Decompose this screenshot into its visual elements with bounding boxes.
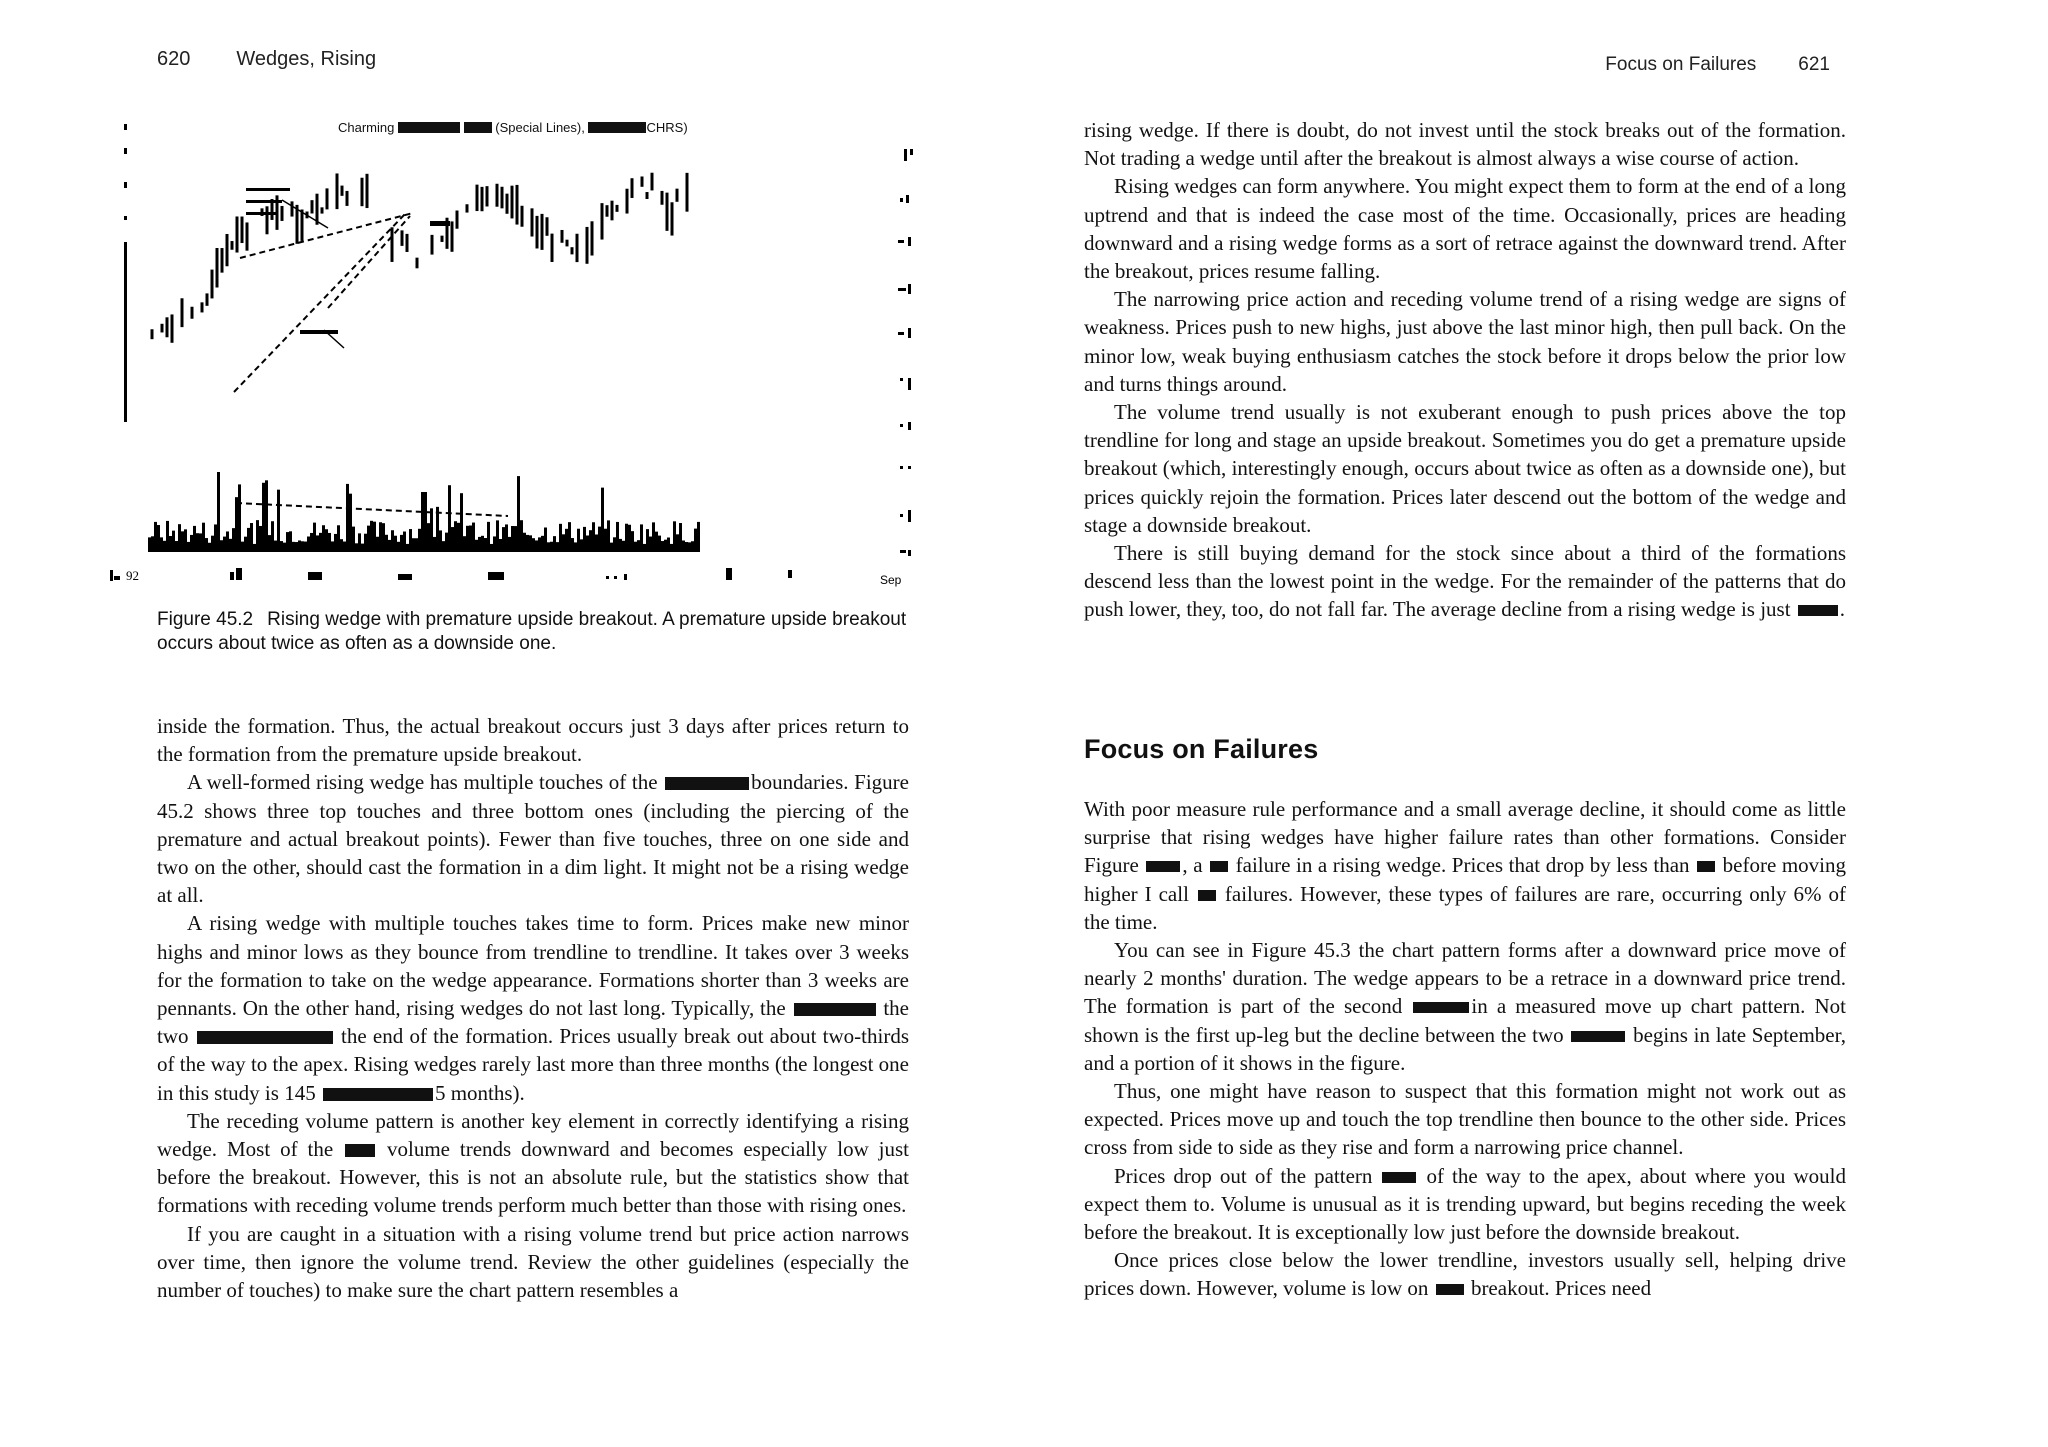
volume-bar [523, 533, 526, 552]
volume-bar [280, 541, 283, 552]
volume-bar [559, 524, 562, 552]
right-page-number: 621 [1798, 54, 1830, 75]
volume-bar [682, 541, 685, 552]
volume-bar [271, 521, 274, 552]
volume-bar [448, 485, 451, 552]
volume-bar [634, 542, 637, 552]
volume-bar [673, 521, 676, 552]
volume-bar [328, 533, 331, 552]
volume-bar [331, 541, 334, 552]
volume-bar [178, 524, 181, 552]
left-running-head [157, 48, 376, 71]
paragraph: Thus, one might have reason to suspect that this formation might not work out as expected. Prices move up and touch the top trendline then bounce to the other side. Prices cross from side to side as they rise and form a narrowing price channel. [1084, 1079, 1846, 1160]
garbled-glyph [197, 1031, 333, 1044]
chart-graphic [126, 118, 928, 593]
volume-bar [454, 521, 457, 552]
volume-bar [187, 542, 190, 552]
volume-bar [652, 522, 655, 552]
price-bars [152, 173, 687, 343]
volume-bar [295, 542, 298, 552]
volume-bar [595, 534, 598, 552]
right-running-title: Focus on Failures [1605, 54, 1757, 75]
volume-bar [349, 494, 352, 552]
volume-bar [415, 538, 418, 552]
garbled-glyph [345, 1144, 375, 1157]
volume-bar [268, 535, 271, 552]
volume-bar [154, 522, 157, 552]
volume-bar [241, 542, 244, 552]
garbled-glyph [794, 1003, 876, 1016]
paragraph: The volume trend usually is not exuberant enough to push prices above the top trendline for long and stage an upside breakout. Sometimes you do get a premature upside breakout (which, interestingly enough, occurs about twice as often as a downside one), but prices quickly rejoin the formation. Prices later descend out the bottom of the wedge and stage a downside breakout. [1084, 400, 1846, 537]
volume-bar [457, 523, 460, 552]
paragraph: A well-formed rising wedge has multiple touches of the boundaries. Figure 45.2 shows three top touches and three bottom ones (including the piercing of the premature and actual breakout points). Fewer than five touches, three on one side and two on the other, should cast the formation in a dim light. It might not be a rising wedge at all. [157, 770, 909, 908]
volume-bar [649, 537, 652, 552]
left-running-title: Wedges, Rising [236, 48, 377, 70]
volume-bar [535, 540, 538, 552]
stock-chart [126, 118, 928, 593]
volume-bar [586, 535, 589, 552]
volume-bar [184, 529, 187, 552]
volume-bar [499, 539, 502, 552]
volume-bar [598, 527, 601, 552]
volume-bar [169, 536, 172, 552]
volume-bar [208, 543, 211, 552]
volume-bar [199, 533, 202, 552]
volume-bar [481, 536, 484, 552]
volume-bar [361, 544, 364, 552]
volume-bar [304, 542, 307, 552]
volume-bar [550, 542, 553, 552]
chart-title: Charming (Special Lines), CHRS) [338, 120, 688, 135]
volume-bar [238, 484, 241, 552]
volume-bar [622, 541, 625, 552]
volume-bar [646, 529, 649, 552]
volume-bar [577, 529, 580, 552]
volume-bar [583, 527, 586, 552]
volume-bar [394, 536, 397, 552]
volume-bar [370, 521, 373, 552]
volume-bar [313, 523, 316, 552]
volume-bar [445, 533, 448, 552]
volume-bar [466, 526, 469, 552]
volume-bar [400, 535, 403, 552]
volume-bar [244, 537, 247, 552]
volume-bar [478, 537, 481, 552]
volume-bar [379, 522, 382, 552]
volume-bar [604, 529, 607, 552]
right-page [1024, 0, 2048, 1447]
garbled-glyph [1413, 1002, 1469, 1013]
volume-bar [637, 540, 640, 552]
paragraph: The receding volume pattern is another key element in correctly identifying a rising wedge. Most of the volume trends downward and becomes especially low just before the breakout. However, this is not an absolute rule, but the statistics show that formations with receding volume trends perform much better than those with rising ones. [157, 1108, 909, 1218]
volume-bar [661, 541, 664, 552]
volume-bar [532, 538, 535, 552]
volume-bar [229, 539, 232, 552]
volume-bar [460, 493, 463, 552]
volume-bar [679, 523, 682, 552]
volume-bar [376, 537, 379, 552]
volume-bar [148, 537, 151, 552]
volume-bar [337, 525, 340, 552]
volume-bar [265, 480, 268, 552]
volume-bar [256, 520, 259, 552]
volume-bar [277, 490, 280, 552]
volume-bar [592, 522, 595, 552]
volume-bar [196, 533, 199, 552]
volume-bar [520, 520, 523, 552]
volume-bar [694, 529, 697, 552]
volume-bar [667, 537, 670, 552]
volume-bar [175, 541, 178, 552]
volume-bar [367, 526, 370, 552]
volume-bar [643, 544, 646, 552]
volume-bar [565, 529, 568, 552]
volume-bar [601, 488, 604, 552]
x-axis-ticks [110, 568, 792, 581]
volume-bar [589, 530, 592, 552]
volume-bar [310, 533, 313, 552]
volume-bar [574, 542, 577, 552]
paragraph: If you are caught in a situation with a rising volume trend but price action narrows over time, then ignore the volume trend. Review the other guidelines (especially the number of touches) to make sure the chart pattern resembles a [157, 1221, 909, 1303]
paragraph: inside the formation. Thus, the actual breakout occurs just 3 days after prices return to the formation from the premature upside breakout. [157, 714, 909, 767]
volume-bar [343, 542, 346, 552]
garbled-glyph [1571, 1031, 1625, 1042]
volume-bar [508, 537, 511, 552]
right-axis-ticks [898, 149, 913, 556]
volume-bar [334, 534, 337, 552]
paragraph: rising wedge. If there is doubt, do not invest until the stock breaks out of the formation. Not trading a wedge until after the breakout is almost always a wise course of action. [1084, 118, 1846, 171]
volume-bar [325, 529, 328, 552]
volume-bar [625, 524, 628, 552]
volume-bar [628, 525, 631, 552]
paragraph: You can see in Figure 45.3 the chart pattern forms after a downward price move of nearly 2 months' duration. The wedge appears to be a retrace in a downward price trend. The formation is part of the second in a measured move up chart pattern. Not shown is the first up-leg but the decline between the two begins in late September, and a portion of it shows in the figure. [1084, 938, 1847, 1075]
volume-bar [697, 522, 700, 552]
volume-bar [463, 536, 466, 552]
volume-bar [541, 536, 544, 552]
volume-bar [562, 534, 565, 552]
volume-bar [472, 523, 475, 552]
volume-bar [217, 472, 220, 552]
volume-bar [319, 533, 322, 552]
volume-bar [253, 544, 256, 552]
volume-bar [580, 539, 583, 552]
volume-bar [412, 538, 415, 552]
garbled-glyph [1798, 605, 1838, 616]
volume-bar [568, 522, 571, 552]
garbled-glyph [1382, 1172, 1416, 1183]
volume-bar [685, 542, 688, 552]
volume-bar [427, 523, 430, 552]
paragraph: There is still buying demand for the stock since about a third of the formations descend less than the lowest point in the wedge. For the remainder of the patterns that do push lower, they, too, do not fall far. The average decline from a rising wedge is just . [1084, 541, 1846, 622]
volume-bar [223, 537, 226, 552]
wedge-trendlines [234, 213, 508, 516]
volume-bar [418, 529, 421, 552]
volume-bar [430, 508, 433, 552]
volume-bar [526, 535, 529, 552]
volume-bar [631, 531, 634, 552]
volume-bar [163, 541, 166, 552]
paragraph: The narrowing price action and receding volume trend of a rising wedge are signs of weakness. Prices push to new highs, just above the last minor high, then pull back. On the minor low, weak buying enthusiasm catches the stock before it drops below the prior low and turns things around. [1084, 287, 1846, 396]
volume-bar [514, 526, 517, 552]
volume-bar [340, 539, 343, 552]
volume-bar [352, 527, 355, 552]
volume-bar [406, 544, 409, 552]
volume-bar [322, 525, 325, 552]
volume-bar [571, 538, 574, 552]
volume-bar [220, 540, 223, 552]
x-axis-label-start: 92 [126, 568, 139, 583]
right-body-text-top [1084, 116, 1846, 624]
x-axis-label-end: Sep [880, 573, 902, 587]
garbled-glyph [323, 1088, 433, 1101]
section-heading: Focus on Failures [1084, 734, 1319, 764]
volume-bar [181, 531, 184, 552]
volume-bar [382, 523, 385, 552]
volume-bar [442, 541, 445, 552]
volume-bar [613, 537, 616, 552]
volume-bar [247, 528, 250, 552]
volume-bar [517, 476, 520, 552]
volume-bar [364, 534, 367, 552]
garbled-glyph [1697, 861, 1715, 872]
volume-bar [547, 542, 550, 552]
volume-bar [214, 524, 217, 552]
volume-bar [640, 524, 643, 552]
volume-bar [235, 497, 238, 552]
volume-bar [274, 541, 277, 552]
paragraph: Prices drop out of the pattern of the way to the apex, about where you would expect them to. Volume is unusual as it is trending upward, but begins receding the week before the breakout. It is exceptionally low just before the downside breakout. [1084, 1163, 1846, 1245]
volume-bar [439, 530, 442, 552]
volume-bar [346, 484, 349, 552]
garbled-glyph [1198, 890, 1216, 901]
volume-bar [505, 524, 508, 552]
volume-bar [403, 532, 406, 552]
volume-bar [409, 529, 412, 552]
volume-bar [511, 526, 514, 552]
volume-bar [301, 541, 304, 552]
garbled-glyph [1436, 1284, 1464, 1295]
paragraph: A rising wedge with multiple touches takes time to form. Prices make new minor highs and minor lows as they bounce from trendline to trendline. It takes over 3 weeks for the formation to take on the wedge appearance. Formations shorter than 3 weeks are pennants. On the other hand, rising wedges do not last long. Typically, the the two the end of the formation. Prices usually break out about two-thirds of the way to the apex. Rising wedges rarely last more than three months (the longest one in this study is 145 5 months). [157, 911, 910, 1105]
left-page-number: 620 [157, 48, 191, 70]
volume-bar [496, 520, 499, 552]
volume-bar [190, 535, 193, 552]
volume-bar [391, 530, 394, 552]
volume-bar [607, 520, 610, 552]
volume-bar [493, 536, 496, 552]
volume-bar [544, 528, 547, 552]
volume-bar [475, 540, 478, 552]
volume-bar [616, 522, 619, 552]
volume-bars [148, 472, 700, 552]
volume-bar [355, 543, 358, 552]
left-axis-ticks [124, 124, 127, 422]
volume-bar [373, 522, 376, 552]
volume-bar [202, 523, 205, 552]
volume-bar [262, 483, 265, 552]
volume-bar [358, 533, 361, 552]
volume-bar [151, 536, 154, 552]
volume-bar [289, 531, 292, 552]
volume-bar [487, 522, 490, 552]
garbled-glyph [1146, 861, 1180, 872]
left-body-text [157, 712, 909, 1304]
volume-bar [421, 492, 424, 552]
volume-bar [226, 531, 229, 552]
figure-caption-text: Rising wedge with premature upside breakout. A premature upside breakout occurs about twice as often as a downside one. [157, 609, 907, 654]
volume-bar [529, 535, 532, 552]
garbled-glyph [665, 777, 749, 790]
volume-bar [166, 521, 169, 552]
volume-bar [619, 539, 622, 552]
volume-bar [388, 540, 391, 552]
right-running-head [1605, 54, 1830, 76]
volume-bar [205, 538, 208, 552]
volume-bar [286, 532, 289, 552]
volume-bar [232, 528, 235, 552]
volume-bar [292, 542, 295, 552]
figure-number: Figure 45.2 [157, 609, 254, 630]
volume-bar [160, 537, 163, 552]
garbled-glyph [1210, 861, 1228, 872]
volume-bar [484, 538, 487, 552]
figure-caption [157, 608, 927, 656]
volume-bar [193, 526, 196, 552]
volume-bar [688, 542, 691, 552]
volume-bar [658, 536, 661, 552]
volume-bar [502, 527, 505, 552]
volume-bar [307, 537, 310, 552]
volume-bar [172, 531, 175, 552]
volume-bar [433, 537, 436, 552]
volume-bar [655, 532, 658, 552]
volume-bar [250, 523, 253, 552]
paragraph: Rising wedges can form anywhere. You might expect them to form at the end of a long uptrend and that is indeed the case most of the time. Occasionally, prices are heading downward and a rising wedge forms as a sort of retrace against the downward trend. After the breakout, prices resume falling. [1084, 174, 1846, 284]
volume-bar [610, 543, 613, 552]
paragraph: Once prices close below the lower trendline, investors usually sell, helping drive prices down. However, volume is low on breakout. Prices need [1084, 1248, 1846, 1301]
volume-bar [259, 526, 262, 552]
volume-bar [490, 544, 493, 552]
volume-bar [538, 537, 541, 552]
volume-bar [385, 535, 388, 552]
volume-bar [664, 540, 667, 552]
volume-bar [397, 542, 400, 552]
volume-bar [316, 535, 319, 552]
volume-bar [469, 525, 472, 552]
volume-bar [298, 540, 301, 552]
volume-bar [451, 527, 454, 552]
paragraph: With poor measure rule performance and a small average decline, it should come as little surprise that rising wedges have higher failure rates than other formations. Consider Figure , a failure in a rising wedge. Prices that drop by less than before moving higher I call failures. However, these types of failures are rare, occurring only 6% of the time. [1084, 797, 1846, 934]
volume-bar [157, 525, 160, 552]
volume-bar [553, 536, 556, 552]
volume-bar [670, 544, 673, 552]
volume-bar [676, 534, 679, 552]
volume-bar [211, 536, 214, 552]
volume-bar [691, 541, 694, 552]
volume-bar [283, 543, 286, 552]
volume-bar [556, 542, 559, 552]
right-body-text-bottom [1084, 795, 1846, 1303]
volume-bar [424, 492, 427, 552]
